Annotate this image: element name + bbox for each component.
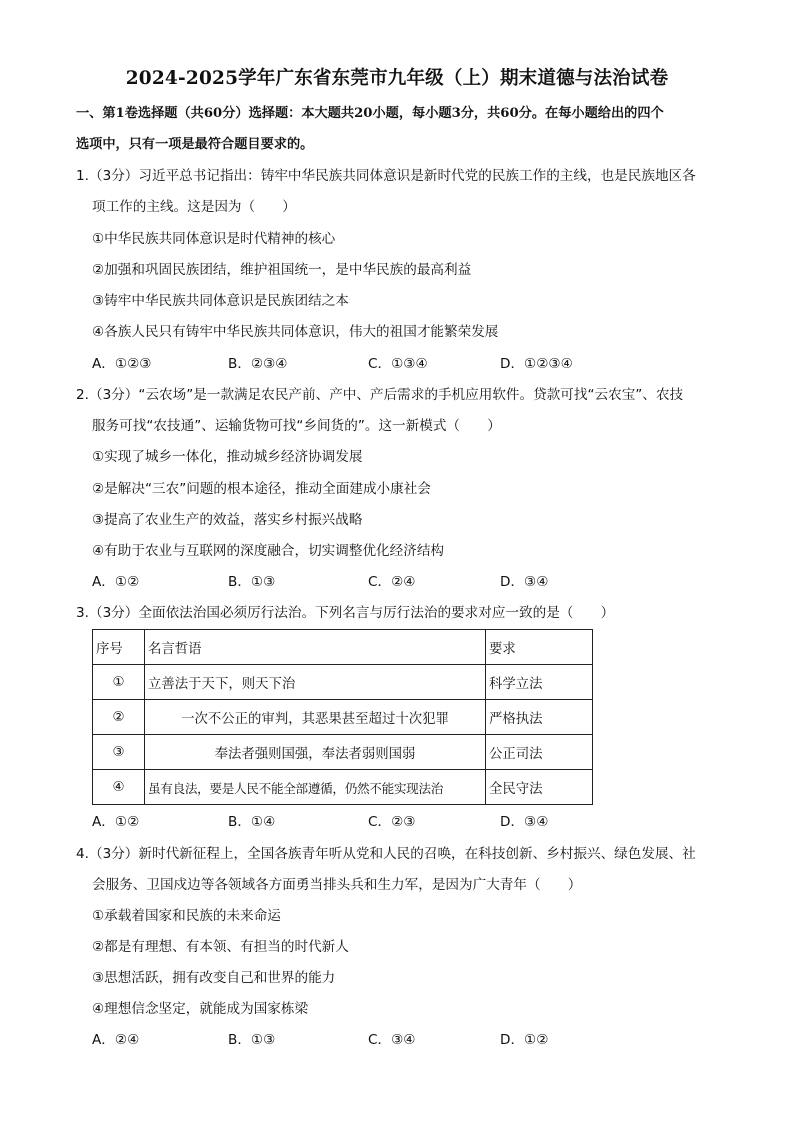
q3-cell-requirement: 科学立法 <box>486 665 593 700</box>
q4-item-1: ①承载着国家和民族的未来命运 <box>92 908 281 924</box>
table-row <box>93 770 593 805</box>
q4-stem-line-2: 会服务、卫国戍边等各领域各方面勇当排头兵和生力军，是因为广大青年（ ） <box>92 877 582 893</box>
q1-stem-line-2: 项工作的主线。这是因为（ ） <box>92 199 296 215</box>
q3-table-header-row <box>93 630 593 665</box>
section-instruction-line-1: 一、第1卷选择题（共60分）选择题：本大题共20小题，每小题3分，共60分。在每小题给出的四个 <box>76 106 664 121</box>
q1-item-4: ④各族人民只有铸牢中华民族共同体意识，伟大的祖国才能繁荣发展 <box>92 324 499 340</box>
q1-option-d[interactable]: D．①②③④ <box>500 356 573 372</box>
q4-option-a[interactable]: A．②④ <box>92 1032 140 1048</box>
q3-header-requirement: 要求 <box>486 630 593 665</box>
q1-option-b[interactable]: B．②③④ <box>228 356 288 372</box>
q3-option-d[interactable]: D．③④ <box>500 814 549 830</box>
q2-option-c[interactable]: C．②④ <box>368 574 416 590</box>
q4-option-b[interactable]: B．①③ <box>228 1032 276 1048</box>
table-row <box>93 735 593 770</box>
q3-header-quote: 名言哲语 <box>145 630 486 665</box>
q4-stem-line-1: 4.（3分）新时代新征程上，全国各族青年听从党和人民的召唤，在科技创新、乡村振兴、绿色发展、社 <box>76 846 696 862</box>
q3-cell-no: ④ <box>93 770 145 805</box>
q2-stem-line-2: 服务可找“农技通”、运输货物可找“乡间货的”。这一新模式（ ） <box>92 418 501 434</box>
q2-item-4: ④有助于农业与互联网的深度融合，切实调整优化经济结构 <box>92 543 445 559</box>
q2-item-2: ②是解决“三农”问题的根本途径，推动全面建成小康社会 <box>92 481 431 497</box>
q3-cell-no: ③ <box>93 735 145 770</box>
q1-item-2: ②加强和巩固民族团结，维护祖国统一，是中华民族的最高利益 <box>92 262 472 278</box>
q3-header-no: 序号 <box>93 630 145 665</box>
q2-item-1: ①实现了城乡一体化，推动城乡经济协调发展 <box>92 449 363 465</box>
q3-cell-no: ② <box>93 700 145 735</box>
q4-option-c[interactable]: C．③④ <box>368 1032 416 1048</box>
q3-cell-quote: 一次不公正的审判，其恶果甚至超过十次犯罪 <box>145 700 486 735</box>
exam-title: 2024-2025学年广东省东莞市九年级（上）期末道德与法治试卷 <box>125 68 669 89</box>
q2-option-b[interactable]: B．①③ <box>228 574 276 590</box>
q2-item-3: ③提高了农业生产的效益，落实乡村振兴战略 <box>92 512 363 528</box>
q4-option-d[interactable]: D．①② <box>500 1032 549 1048</box>
q1-item-3: ③铸牢中华民族共同体意识是民族团结之本 <box>92 293 349 309</box>
section-instruction-line-2: 选项中，只有一项是最符合题目要求的。 <box>76 137 314 152</box>
q3-cell-quote: 立善法于天下，则天下治 <box>145 665 486 700</box>
q1-option-c[interactable]: C．①③④ <box>368 356 428 372</box>
q3-option-c[interactable]: C．②③ <box>368 814 416 830</box>
q3-table <box>92 629 593 805</box>
table-row <box>93 665 593 700</box>
q3-cell-no: ① <box>93 665 145 700</box>
q3-option-b[interactable]: B．①④ <box>228 814 276 830</box>
q1-option-a[interactable]: A．①②③ <box>92 356 152 372</box>
q1-stem-line-1: 1.（3分）习近平总书记指出：铸牢中华民族共同体意识是新时代党的民族工作的主线，也是民族地区各 <box>76 168 696 184</box>
q4-item-4: ④理想信念坚定，就能成为国家栋梁 <box>92 1001 309 1017</box>
table-row <box>93 700 593 735</box>
q4-item-2: ②都是有理想、有本领、有担当的时代新人 <box>92 939 349 955</box>
q3-cell-requirement: 公正司法 <box>486 735 593 770</box>
q2-option-a[interactable]: A．①② <box>92 574 140 590</box>
q1-item-1: ①中华民族共同体意识是时代精神的核心 <box>92 231 336 247</box>
q4-item-3: ③思想活跃，拥有改变自己和世界的能力 <box>92 970 336 986</box>
q3-option-a[interactable]: A．①② <box>92 814 140 830</box>
q3-cell-quote: 奉法者强则国强，奉法者弱则国弱 <box>145 735 486 770</box>
q3-cell-requirement: 全民守法 <box>486 770 593 805</box>
q2-stem-line-1: 2.（3分）“云农场”是一款满足农民产前、产中、产后需求的手机应用软件。贷款可找“云农宝”、农技 <box>76 387 684 403</box>
q3-stem-line-1: 3.（3分）全面依法治国必须厉行法治。下列名言与厉行法治的要求对应一致的是（ ） <box>76 605 615 621</box>
q3-cell-quote: 虽有良法，要是人民不能全部遵循，仍然不能实现法治 <box>145 770 486 805</box>
q3-cell-requirement: 严格执法 <box>486 700 593 735</box>
q2-option-d[interactable]: D．③④ <box>500 574 549 590</box>
